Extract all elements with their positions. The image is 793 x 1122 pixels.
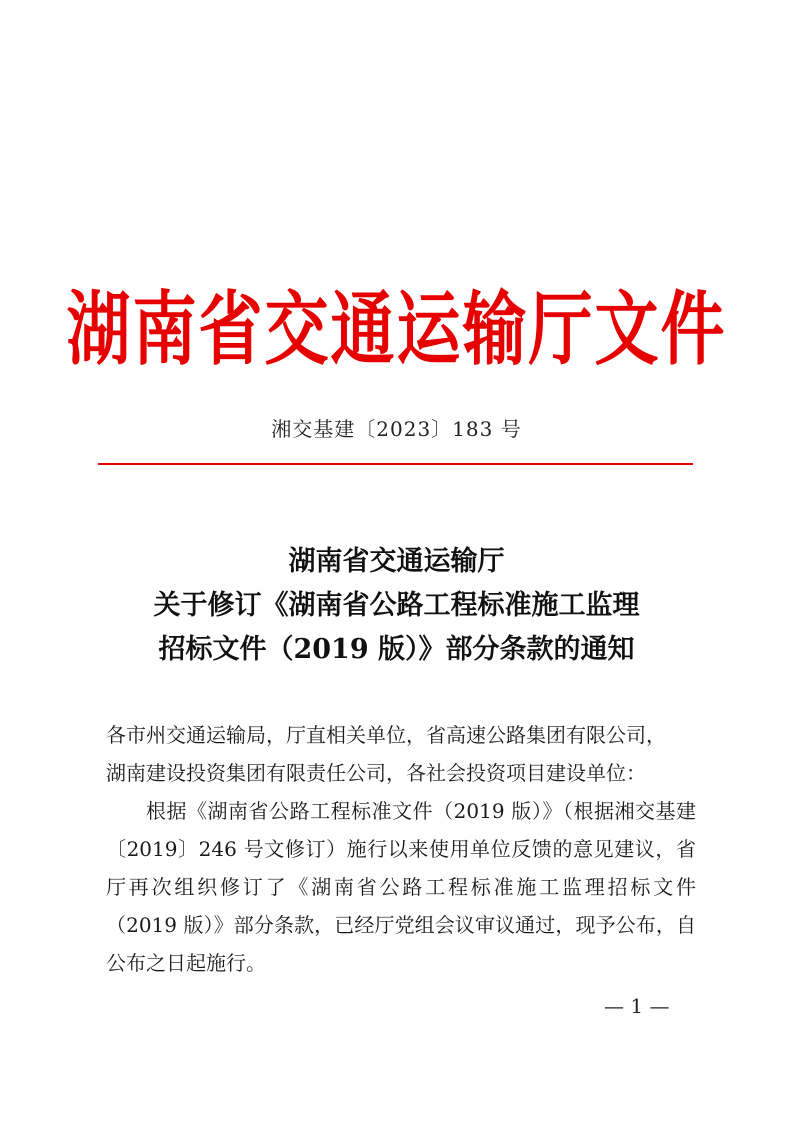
red-divider-line [98,463,693,465]
document-title [0,540,793,672]
page-number: — 1 — [604,994,670,1018]
title-line-1: 湖南省交通运输厅 [288,546,505,577]
addressee-line-2: 湖南建设投资集团有限责任公司，各社会投资项目建设单位： [106,761,646,785]
document-masthead: 湖南省交通运输厅文件 [66,283,727,377]
document-body [106,716,696,982]
title-line-2: 关于修订《湖南省公路工程标准施工监理 [153,590,640,621]
title-line-3: 招标文件（2019 版）》部分条款的通知 [158,634,635,665]
document-number: 湘交基建〔2023〕183 号 [271,417,522,441]
body-paragraph: 根据《湖南省公路工程标准文件（2019 版）》（根据湘交基建〔2019〕246 号文修订）施行以来使用单位反馈的意见建议，省厅再次组织修订了《湖南省公路工程标准施工监理招标文件（2019 版）》部分条款，已经厅党组会议审议通过，现予公布，自公布之日起施行。 [106,799,696,975]
addressee-line-1: 各市州交通运输局，厅直相关单位，省高速公路集团有限公司， [106,723,666,747]
